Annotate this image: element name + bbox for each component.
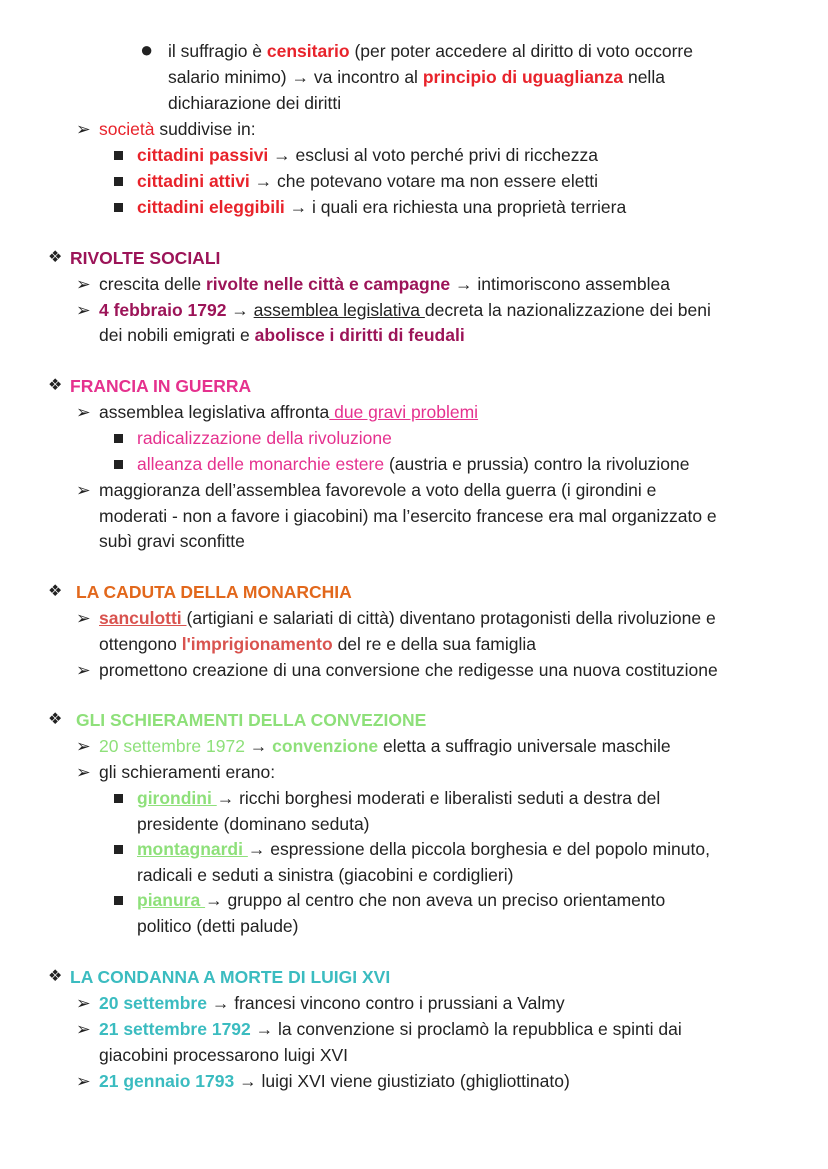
section-heading: LA CADUTA DELLA MONARCHIA <box>76 582 352 602</box>
diamond-bullet-icon: ❖ <box>48 249 63 266</box>
arrow-bullet-icon: ➢ <box>76 119 91 139</box>
square-bullet-icon <box>114 151 123 160</box>
square-bullet-icon <box>114 845 123 854</box>
square-bullet-icon <box>114 460 123 469</box>
text-line: subì gravi sconfitte <box>99 531 245 551</box>
arrow-bullet-icon: ➢ <box>76 274 91 294</box>
list-item: radicalizzazione della rivoluzione <box>137 428 392 448</box>
section-heading: RIVOLTE SOCIALI <box>70 248 221 268</box>
diamond-bullet-icon: ❖ <box>48 583 63 600</box>
section-heading: LA CONDANNA A MORTE DI LUIGI XVI <box>70 967 391 987</box>
text-line: 20 settembre 1972 → convenzione eletta a suffragio universale maschile <box>99 736 671 756</box>
arrow-bullet-icon: ➢ <box>76 480 91 500</box>
text-line: 4 febbraio 1792 → assemblea legislativa decreta la nazionalizzazione dei beni <box>99 300 711 320</box>
dot-bullet-icon: ● <box>140 37 154 62</box>
arrow-bullet-icon: ➢ <box>76 736 91 756</box>
arrow-bullet-icon: ➢ <box>76 402 91 422</box>
section-heading: FRANCIA IN GUERRA <box>70 376 252 396</box>
square-bullet-icon <box>114 434 123 443</box>
list-item: girondini → ricchi borghesi moderati e liberalisti seduti a destra del <box>137 788 661 808</box>
text-line: politico (detti palude) <box>137 916 299 936</box>
arrow-bullet-icon: ➢ <box>76 608 91 628</box>
text-line: sanculotti (artigiani e salariati di città) diventano protagonisti della rivoluzione e <box>99 608 716 628</box>
text-line: crescita delle rivolte nelle città e campagne → intimoriscono assemblea <box>99 274 670 294</box>
text-line: presidente (dominano seduta) <box>137 814 370 834</box>
square-bullet-icon <box>114 203 123 212</box>
text-line: ottengono l'imprigionamento del re e della sua famiglia <box>99 634 537 654</box>
text-line: gli schieramenti erano: <box>99 762 276 782</box>
list-item: montagnardi → espressione della piccola borghesia e del popolo minuto, <box>137 839 710 859</box>
text-line: il suffragio è censitario (per poter accedere al diritto di voto occorre <box>168 41 693 61</box>
list-item: cittadini eleggibili → i quali era richiesta una proprietà terriera <box>137 197 627 217</box>
arrow-bullet-icon: ➢ <box>76 1019 91 1039</box>
text-line: salario minimo) → va incontro al principio di uguaglianza nella <box>168 67 665 87</box>
list-item: alleanza delle monarchie estere (austria e prussia) contro la rivoluzione <box>137 454 690 474</box>
text-line: 21 settembre 1792 → la convenzione si proclamò la repubblica e spinti dai <box>99 1019 682 1039</box>
text-line: promettono creazione di una conversione che redigesse una nuova costituzione <box>99 660 718 680</box>
square-bullet-icon <box>114 896 123 905</box>
text-line: 20 settembre → francesi vincono contro i prussiani a Valmy <box>99 993 565 1013</box>
text-line: maggioranza dell’assemblea favorevole a voto della guerra (i girondini e <box>99 480 657 500</box>
text-line: radicali e seduti a sinistra (giacobini e cordiglieri) <box>137 865 514 885</box>
text-line: giacobini processarono luigi XVI <box>99 1045 349 1065</box>
diamond-bullet-icon: ❖ <box>48 711 63 728</box>
arrow-bullet-icon: ➢ <box>76 762 91 782</box>
square-bullet-icon <box>114 794 123 803</box>
text-line: moderati - non a favore i giacobini) ma l’esercito francese era mal organizzato e <box>99 506 717 526</box>
text-line: assemblea legislativa affronta due gravi problemi <box>99 402 479 422</box>
list-item: cittadini attivi → che potevano votare ma non essere eletti <box>137 171 599 191</box>
arrow-bullet-icon: ➢ <box>76 660 91 680</box>
diamond-bullet-icon: ❖ <box>48 968 63 985</box>
text-line: 21 gennaio 1793 → luigi XVI viene giustiziato (ghigliottinato) <box>99 1071 570 1091</box>
text-line: società suddivise in: <box>99 119 256 139</box>
arrow-bullet-icon: ➢ <box>76 300 91 320</box>
arrow-bullet-icon: ➢ <box>76 993 91 1013</box>
section-heading: GLI SCHIERAMENTI DELLA CONVEZIONE <box>76 710 427 730</box>
square-bullet-icon <box>114 177 123 186</box>
text-line: dei nobili emigrati e abolisce i diritti di feudali <box>99 325 465 345</box>
arrow-bullet-icon: ➢ <box>76 1071 91 1091</box>
list-item: pianura → gruppo al centro che non aveva un preciso orientamento <box>137 890 666 910</box>
text-line: dichiarazione dei diritti <box>168 93 342 113</box>
list-item: cittadini passivi → esclusi al voto perché privi di ricchezza <box>137 145 599 165</box>
diamond-bullet-icon: ❖ <box>48 377 63 394</box>
